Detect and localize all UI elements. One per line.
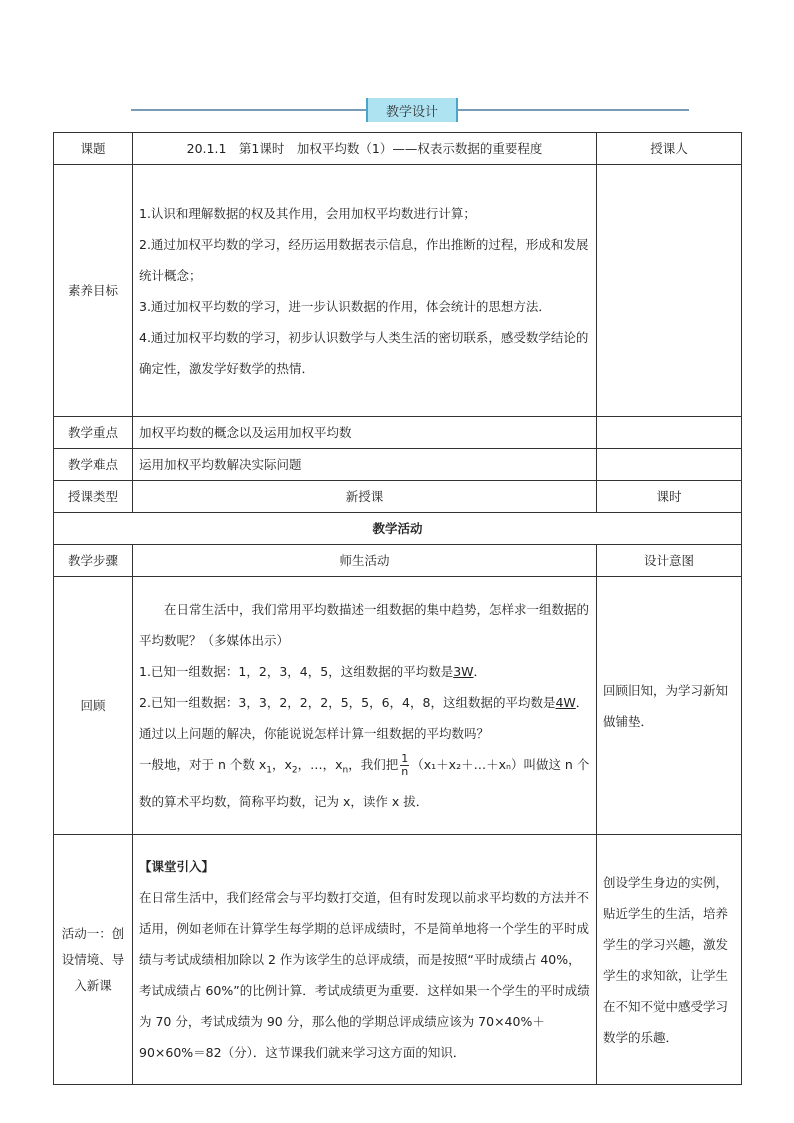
review-q1: 1.已知一组数据：1，2，3，4，5，这组数据的平均数是3W．	[139, 663, 487, 679]
columns-row	[54, 545, 742, 577]
lesson-type-value: 新授课	[133, 481, 597, 513]
header-title: 教学设计	[366, 98, 458, 122]
review-intro: 在日常生活中，我们常用平均数描述一组数据的集中趋势，怎样求一组数据的平均数呢？（多媒体出示）	[139, 601, 590, 648]
key-point-value: 加权平均数的概念以及运用加权平均数	[133, 417, 597, 449]
goal-item: 4.通过加权平均数的学习，初步认识数学与人类生活的密切联系，感受数学结论的确定性，激发学好数学的热情．	[139, 329, 589, 376]
goal-item: 2.通过加权平均数的学习，经历运用数据表示信息，作出推断的过程，形成和发展统计概念；	[139, 236, 589, 283]
review-label: 回顾	[54, 577, 133, 835]
lesson-plan-table	[53, 132, 742, 1085]
review-q3: 通过以上问题的解决，你能说说怎样计算一组数据的平均数吗？	[139, 725, 490, 741]
review-row	[54, 577, 742, 835]
key-point-row	[54, 417, 742, 449]
lesson-type-row	[54, 481, 742, 513]
activity1-heading: 【课堂引入】	[139, 859, 215, 874]
goal-item: 1.认识和理解数据的权及其作用，会用加权平均数进行计算；	[139, 205, 476, 221]
topic-value: 20.1.1 第1课时 加权平均数（1）——权表示数据的重要程度	[133, 133, 597, 165]
review-activity-cell	[133, 577, 597, 835]
goals-label: 素养目标	[54, 165, 133, 417]
activities-title: 教学活动	[54, 513, 742, 545]
teacher-label: 授课人	[597, 133, 742, 165]
activities-title-row	[54, 513, 742, 545]
goal-item: 3.通过加权平均数的学习，进一步认识数据的作用，体会统计的思想方法．	[139, 298, 551, 314]
goals-row	[54, 165, 742, 417]
difficulty-label: 教学难点	[54, 449, 133, 481]
q1-answer: 3W	[453, 663, 474, 679]
col-step: 教学步骤	[54, 545, 133, 577]
topic-label: 课题	[54, 133, 133, 165]
topic-row	[54, 133, 742, 165]
difficulty-row	[54, 449, 742, 481]
review-q2: 2.已知一组数据：3，3，2，2，2，5，5，6，4，8，这组数据的平均数是4W．	[139, 694, 589, 710]
review-intent: 回顾旧知，为学习新知做铺垫．	[597, 577, 742, 835]
q2-answer: 4W	[555, 694, 576, 710]
col-intent: 设计意图	[597, 545, 742, 577]
col-activity: 师生活动	[133, 545, 597, 577]
review-formula: 一般地，对于 n 个数 $x_1$，$x_2$，…，$x_n$，我们把 $\frac{1}{n}$ （x₁＋x₂＋…＋xₙ）叫做这 n 个数的算术平均数，简称平均数，记为 x，读作 x 拔．	[139, 751, 590, 810]
activity1-intent: 创设学生身边的实例，贴近学生的生活，培养学生的学习兴趣，激发学生的求知欲，让学生在不知不觉中感受学习数学的乐趣．	[597, 835, 742, 1085]
goals-cell	[133, 165, 597, 417]
activity1-row	[54, 835, 742, 1085]
period-label: 课时	[597, 481, 742, 513]
activity1-label: 活动一：创设情境、导入新课	[54, 835, 133, 1085]
difficulty-value: 运用加权平均数解决实际问题	[133, 449, 597, 481]
goals-empty	[597, 165, 742, 417]
fraction-one-over-n: $\frac{1}{n}$	[401, 751, 409, 778]
activity1-body: 在日常生活中，我们经常会与平均数打交道，但有时发现以前求平均数的方法并不适用，例如老师在计算学生每学期的总评成绩时，不是简单地将一个学生的平时成绩与考试成绩相加除以 2 作为该学生的总评成绩，而是按照“平时成绩占 40%，考试成绩占 60%”的比例计算．考试成绩更为重要．这样如果一个学生的平时成绩为 70 分，考试成绩为 90 分，那么他的学期总评成绩应该为 70×40%＋90×60%＝82（分）．这节课我们就来学习这方面的知识．	[139, 890, 590, 1060]
activity1-cell	[133, 835, 597, 1085]
key-point-label: 教学重点	[54, 417, 133, 449]
lesson-type-label: 授课类型	[54, 481, 133, 513]
